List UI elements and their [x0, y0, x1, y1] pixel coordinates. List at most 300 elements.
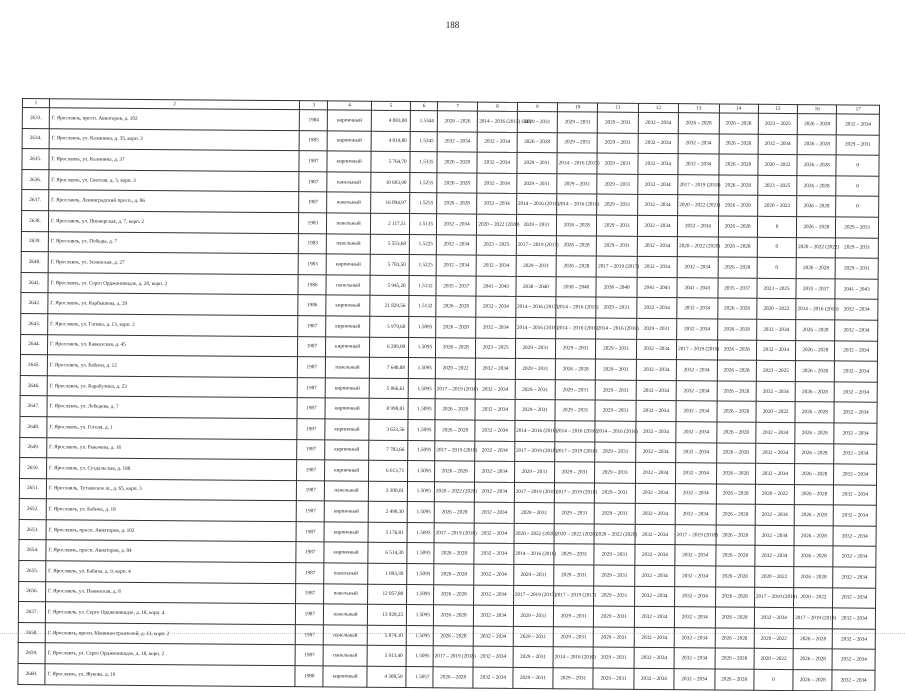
- table-cell: 2014 – 2016 (2016): [515, 317, 556, 338]
- table-cell: 2032 – 2034: [637, 256, 678, 277]
- table-cell: 2029 – 2031: [554, 565, 595, 586]
- table-cell: 2017 – 2019 (2017): [597, 256, 638, 277]
- table-cell: 2014 – 2016 (2015): [556, 297, 597, 318]
- table-cell: 2023 – 2025: [758, 175, 797, 196]
- table-cell: 5 874,10: [367, 625, 406, 646]
- table-cell: 2032 – 2034: [756, 422, 795, 443]
- table-cell: 2026 – 2028: [719, 113, 758, 134]
- table-cell: 1987: [297, 398, 325, 419]
- table-cell: 2032 – 2034: [636, 339, 677, 360]
- table-cell: 1.5095: [408, 440, 435, 461]
- scan-artifact-line: [0, 631, 905, 634]
- table-cell: 2026 – 2028: [718, 257, 757, 278]
- table-cell: 2032 – 2034: [638, 112, 679, 133]
- table-cell: 2026 – 2028: [556, 256, 597, 277]
- table-cell: 1.5132: [409, 275, 436, 296]
- table-cell: 2029 – 2031: [515, 338, 556, 359]
- table-cell: 1986: [298, 274, 326, 295]
- table-cell: 2026 – 2028: [718, 175, 757, 196]
- table-cell: 1987: [298, 377, 326, 398]
- table-cell: 8 998,81: [369, 399, 408, 420]
- table-cell: 2026 – 2028: [718, 195, 757, 216]
- address-cell: Г. Ярославль, ул. Жукова, д. 16: [45, 664, 296, 687]
- table-cell: 1.5095: [407, 564, 434, 585]
- table-cell: 2029 – 2031: [596, 359, 637, 380]
- column-number-header: 2: [49, 99, 300, 110]
- table-cell: 1.5095: [408, 399, 435, 420]
- address-cell: Г. Ярославль, ул. Кавказская, д. 45: [47, 334, 298, 357]
- table-cell: 1987: [296, 522, 324, 543]
- table-cell: 2020 – 2022 (2020): [554, 524, 595, 545]
- table-cell: 2032 – 2034: [835, 382, 878, 403]
- row-number-cell: 2635.: [22, 149, 49, 170]
- address-cell: Г. Ярославль, ул. Карабулина, д. 23: [47, 375, 298, 398]
- table-cell: панельный: [326, 275, 370, 296]
- table-cell: 2014 – 2016 (2015): [515, 297, 556, 318]
- table-cell: 2032 – 2034: [675, 586, 716, 607]
- table-cell: 2029 – 2031: [516, 214, 557, 235]
- table-cell: 2032 – 2034: [437, 131, 478, 152]
- table-cell: 2032 – 2034: [676, 422, 717, 443]
- table-cell: 1.5344: [410, 111, 437, 132]
- table-cell: 2026 – 2028: [715, 607, 754, 628]
- table-cell: 2026 – 2028: [797, 134, 836, 155]
- table-cell: 2029 – 2031: [515, 379, 556, 400]
- table-cell: 1.5095: [406, 625, 433, 646]
- table-cell: 2014 – 2016 (2016): [553, 647, 594, 668]
- address-cell: Г. Ярославль, ул. Пионерская, д. 7, корп. 2: [48, 211, 299, 234]
- table-cell: 2032 – 2034: [475, 441, 514, 462]
- table-cell: 2029 – 2031: [514, 503, 555, 524]
- table-cell: 2041 – 2043: [835, 279, 878, 300]
- table-cell: 2032 – 2034: [756, 381, 795, 402]
- table-cell: 1987: [296, 604, 324, 625]
- table-cell: 2020 – 2022: [794, 587, 833, 608]
- table-cell: 2041 – 2043: [677, 277, 718, 298]
- table-cell: 2026 – 2028: [795, 402, 834, 423]
- table-cell: 2035 – 2037: [436, 276, 477, 297]
- column-number-header: 1: [22, 99, 49, 108]
- table-cell: 2032 – 2034: [832, 670, 875, 691]
- table-cell: 2032 – 2034: [635, 524, 676, 545]
- table-cell: 2032 – 2034: [834, 464, 877, 485]
- table-cell: 2026 – 2028: [716, 401, 755, 422]
- table-cell: 2032 – 2034: [474, 523, 513, 544]
- table-cell: панельный: [326, 357, 370, 378]
- table-cell: 2026 – 2028: [796, 320, 835, 341]
- table-cell: 2026 – 2028: [717, 298, 756, 319]
- table-cell: 2026 – 2028: [433, 626, 474, 647]
- table-cell: кирпичный: [326, 254, 370, 275]
- table-cell: панельный: [327, 192, 371, 213]
- address-cell: Г. Ярославль, ул. Бабича, д. 18: [46, 499, 297, 522]
- table-cell: 0: [836, 155, 879, 176]
- table-cell: 2032 – 2034: [477, 152, 516, 173]
- table-cell: 2032 – 2034: [678, 154, 719, 175]
- table-cell: 2014 – 2016 (2016): [557, 194, 598, 215]
- table-cell: 2032 – 2034: [634, 607, 675, 628]
- table-cell: 2014 – 2016 (2016): [556, 318, 597, 339]
- table-cell: панельный: [324, 563, 368, 584]
- row-number-cell: 2633.: [22, 108, 49, 129]
- table-cell: 2035 – 2037: [717, 278, 756, 299]
- table-cell: 2032 – 2034: [436, 214, 477, 235]
- table-cell: 2026 – 2028: [715, 648, 754, 669]
- row-number-cell: 2642.: [21, 293, 48, 314]
- table-cell: 2029 – 2031: [513, 667, 554, 688]
- table-cell: 2032 – 2034: [833, 546, 876, 567]
- column-number-header: 15: [758, 104, 797, 113]
- table-cell: 12 057,80: [367, 584, 406, 605]
- table-cell: 2032 – 2034: [837, 114, 880, 135]
- row-number-cell: 2646.: [20, 375, 47, 396]
- table-cell: 2029 – 2031: [595, 483, 636, 504]
- address-cell: Г. Ярославль, ул. Бабича, д. 12: [47, 355, 298, 378]
- table-cell: 2032 – 2034: [676, 360, 717, 381]
- table-cell: 2029 – 2031: [598, 112, 639, 133]
- table-cell: 0: [754, 669, 793, 690]
- table-cell: 1987: [299, 192, 327, 213]
- address-cell: Г. Ярославль, ул. Лебедева, д. 7: [47, 396, 298, 419]
- table-cell: 2029 – 2031: [555, 379, 596, 400]
- table-cell: 2017 – 2019 (2019): [754, 587, 793, 608]
- table-cell: 2032 – 2034: [834, 485, 877, 506]
- table-cell: 2026 – 2028: [716, 525, 755, 546]
- table-cell: 1.5095: [408, 419, 435, 440]
- table-cell: 2032 – 2034: [475, 461, 514, 482]
- table-cell: 2029 – 2031: [517, 153, 558, 174]
- table-cell: 2032 – 2034: [833, 567, 876, 588]
- table-cell: 16 094,97: [370, 193, 409, 214]
- table-cell: 2026 – 2028: [715, 587, 754, 608]
- table-cell: 2017 – 2019 (2018): [554, 482, 595, 503]
- table-cell: 2032 – 2034: [834, 505, 877, 526]
- table-cell: 2029 – 2031: [515, 400, 556, 421]
- table-cell: 4 019,80: [371, 131, 410, 152]
- table-cell: 2038 – 2040: [596, 277, 637, 298]
- table-cell: 2020 – 2022 (2022): [796, 237, 835, 258]
- table-cell: 2020 – 2022: [756, 402, 795, 423]
- address-cell: Г. Ярославль, ул. Калинина, д. 35, корп. 3: [49, 128, 300, 151]
- table-cell: 1985: [299, 130, 327, 151]
- row-number-cell: 2657.: [18, 602, 45, 623]
- column-number-header: 16: [798, 105, 837, 114]
- table-cell: 2023 – 2025: [756, 360, 795, 381]
- table-cell: кирпичный: [326, 295, 370, 316]
- column-number-header: 11: [598, 103, 638, 112]
- table-cell: 2032 – 2034: [755, 546, 794, 567]
- table-cell: 2032 – 2034: [675, 483, 716, 504]
- table-cell: 1986: [298, 295, 326, 316]
- table-cell: 3 300,01: [368, 481, 407, 502]
- table-cell: 2032 – 2034: [636, 421, 677, 442]
- row-number-cell: 2637.: [22, 190, 49, 211]
- table-cell: 2026 – 2028: [795, 422, 834, 443]
- table-cell: 2029 – 2031: [555, 400, 596, 421]
- column-number-header: 8: [478, 102, 517, 111]
- table-cell: 4 083,00: [371, 110, 410, 131]
- table-cell: 2026 – 2028: [715, 628, 754, 649]
- table-cell: 2029 – 2031: [597, 153, 638, 174]
- table-cell: 2029 – 2031: [596, 380, 637, 401]
- table-cell: 2014 – 2016 (2016): [514, 544, 555, 565]
- table-cell: 2029 – 2031: [836, 217, 879, 238]
- table-cell: 2026 – 2028: [556, 235, 597, 256]
- row-number-cell: 2647.: [20, 396, 47, 417]
- table-cell: 2032 – 2034: [637, 195, 678, 216]
- row-number-cell: 2658.: [18, 622, 45, 643]
- table-cell: 2032 – 2034: [833, 526, 876, 547]
- address-cell: Г. Ярославль, Ленинградский просп., д. 86: [49, 190, 300, 213]
- table-cell: 0: [757, 257, 796, 278]
- table-cell: 2029 – 2031: [836, 237, 879, 258]
- table-cell: 1987: [298, 336, 326, 357]
- table-cell: 2032 – 2034: [635, 462, 676, 483]
- table-cell: 2029 – 2031: [557, 112, 598, 133]
- table-cell: 2 490,30: [368, 502, 407, 523]
- table-cell: 5 764,70: [371, 151, 410, 172]
- table-cell: 2032 – 2034: [634, 586, 675, 607]
- row-number-cell: 2641.: [21, 272, 48, 293]
- table-cell: 2032 – 2034: [474, 544, 513, 565]
- table-cell: 2023 – 2025: [477, 235, 516, 256]
- table-cell: 2014 – 2016 (2015) (ВР): [478, 111, 517, 132]
- row-number-cell: 2654.: [19, 540, 46, 561]
- table-cell: 2026 – 2028: [433, 667, 474, 688]
- table-cell: 2029 – 2031: [553, 668, 594, 689]
- table-cell: кирпичный: [325, 419, 369, 440]
- table-cell: 2026 – 2028: [718, 216, 757, 237]
- table-cell: 2020 – 2022 (2020): [677, 236, 718, 257]
- table-cell: 2032 – 2034: [476, 379, 515, 400]
- table-cell: 2029 – 2031: [598, 133, 639, 154]
- table-cell: 2029 – 2031: [837, 134, 880, 155]
- table-cell: 2014 – 2016 (2015): [557, 153, 598, 174]
- address-cell: Г. Ярославль, ул. Серго Орджоникидзе, д. 18, корп. 4: [45, 602, 296, 625]
- table-cell: 2023 – 2025: [476, 338, 515, 359]
- table-cell: панельный: [324, 584, 368, 605]
- table-cell: 2032 – 2034: [756, 340, 795, 361]
- table-cell: 2032 – 2034: [476, 255, 515, 276]
- table-cell: 2026 – 2028: [517, 132, 558, 153]
- table-cell: 2017 – 2019 (2018): [555, 441, 596, 462]
- table-cell: кирпичный: [325, 439, 369, 460]
- table-cell: 3 653,56: [369, 419, 408, 440]
- row-number-cell: 2644.: [20, 334, 47, 355]
- table-cell: 2017 – 2019 (2018): [514, 441, 555, 462]
- row-number-cell: 2648.: [20, 416, 47, 437]
- table-cell: 2032 – 2034: [477, 173, 516, 194]
- table-cell: 2029 – 2031: [555, 462, 596, 483]
- table-cell: панельный: [327, 233, 371, 254]
- table-cell: 5 066,61: [369, 378, 408, 399]
- table-cell: кирпичный: [324, 522, 368, 543]
- table-cell: 2032 – 2034: [474, 585, 513, 606]
- table-cell: 2029 – 2031: [594, 606, 635, 627]
- table-cell: 6 514,30: [368, 543, 407, 564]
- table-cell: 2026 – 2028: [435, 337, 476, 358]
- table-cell: 2026 – 2028: [795, 464, 834, 485]
- column-number-header: 5: [371, 101, 410, 110]
- table-cell: 2017 – 2019 (2019): [677, 339, 718, 360]
- table-cell: 2029 – 2031: [556, 338, 597, 359]
- table-cell: 2020 – 2022: [754, 649, 793, 670]
- table-cell: 2017 – 2019 (2018): [434, 523, 475, 544]
- row-number-cell: 2643.: [21, 313, 48, 334]
- table-cell: кирпичный: [326, 336, 370, 357]
- column-number-header: 14: [719, 104, 758, 113]
- table-cell: 2038 – 2040: [556, 276, 597, 297]
- table-cell: 1.5095: [407, 543, 434, 564]
- column-number-header: 6: [411, 102, 438, 111]
- table-cell: кирпичный: [323, 666, 367, 687]
- table-cell: 2032 – 2034: [638, 154, 679, 175]
- row-number-cell: 2656.: [19, 581, 46, 602]
- table-cell: 2032 – 2034: [833, 629, 876, 650]
- table-cell: 2032 – 2034: [474, 564, 513, 585]
- row-number-cell: 2655.: [19, 561, 46, 582]
- row-number-cell: 2639.: [21, 231, 48, 252]
- table-cell: 2032 – 2034: [676, 463, 717, 484]
- table-cell: 2026 – 2028: [794, 505, 833, 526]
- table-cell: 1987: [299, 151, 327, 172]
- table-cell: 5 553,68: [370, 234, 409, 255]
- table-cell: 2014 – 2016 (2016): [595, 421, 636, 442]
- table-cell: 1987: [296, 563, 324, 584]
- table-cell: 2014 – 2016 (2016): [515, 420, 556, 441]
- table-cell: 2020 – 2022: [755, 484, 794, 505]
- table-cell: 2032 – 2034: [677, 298, 718, 319]
- table-cell: 1.5225: [409, 234, 436, 255]
- table-cell: 5 913,40: [367, 646, 406, 667]
- table-cell: 1.5095: [408, 358, 435, 379]
- table-cell: 2014 – 2016 (2016): [516, 194, 557, 215]
- table-cell: 2032 – 2034: [475, 502, 514, 523]
- table-cell: 2 117,51: [370, 213, 409, 234]
- address-cell: Г. Ярославль, ул. Серго Орджоникидзе, д. 18, корп. 2: [45, 643, 296, 666]
- table-cell: 2032 – 2034: [634, 565, 675, 586]
- table-cell: 0: [757, 237, 796, 258]
- table-cell: 2026 – 2028: [797, 217, 836, 238]
- row-number-cell: 2636.: [22, 169, 49, 190]
- table-cell: 2032 – 2034: [436, 234, 477, 255]
- table-cell: 1987: [297, 501, 325, 522]
- table-cell: 2029 – 2031: [513, 647, 554, 668]
- table-cell: 7 648,88: [369, 357, 408, 378]
- table-cell: 2032 – 2034: [676, 380, 717, 401]
- address-cell: Г. Ярославль, просп. Авиаторов, д. 102: [46, 520, 297, 543]
- table-cell: 2026 – 2028: [437, 173, 478, 194]
- table-cell: 2026 – 2028: [557, 215, 598, 236]
- table-cell: 2032 – 2034: [474, 626, 513, 647]
- address-cell: Г. Ярославль, ул. Калинина, д. 37: [49, 149, 300, 172]
- table-cell: 1.5255: [410, 172, 437, 193]
- table-cell: 2032 – 2034: [835, 320, 878, 341]
- address-cell: Г. Ярославль, ул. Рыкачева, д. 16: [47, 437, 298, 460]
- table-cell: 1984: [300, 110, 328, 131]
- table-cell: 2029 – 2031: [595, 503, 636, 524]
- table-cell: кирпичный: [327, 130, 371, 151]
- table-cell: 2029 – 2031: [557, 132, 598, 153]
- table-cell: 2032 – 2034: [473, 667, 512, 688]
- table-cell: 2032 – 2034: [635, 483, 676, 504]
- table-cell: 6 613,71: [368, 460, 407, 481]
- table-cell: 2032 – 2034: [476, 358, 515, 379]
- table-cell: 2032 – 2034: [676, 442, 717, 463]
- table-cell: 2029 – 2031: [595, 462, 636, 483]
- table-cell: 1987: [296, 583, 324, 604]
- table-cell: кирпичный: [326, 316, 370, 337]
- table-cell: 2029 – 2031: [597, 215, 638, 236]
- table-cell: 2032 – 2034: [474, 605, 513, 626]
- table-cell: 2029 – 2031: [596, 339, 637, 360]
- table-cell: 2032 – 2034: [755, 443, 794, 464]
- table-cell: кирпичный: [324, 501, 368, 522]
- table-cell: 7 783,66: [368, 440, 407, 461]
- table-cell: 2026 – 2028: [795, 381, 834, 402]
- table-cell: 2029 – 2031: [516, 256, 557, 277]
- table-cell: 2017 – 2019 (2017): [516, 235, 557, 256]
- address-cell: Г. Ярославль, ул. Бабича, д. 9, корп. 4: [46, 561, 297, 584]
- table-cell: 2032 – 2034: [678, 133, 719, 154]
- table-cell: 2020 – 2022: [435, 358, 476, 379]
- table-cell: 2029 – 2031: [513, 626, 554, 647]
- row-number-cell: 2660.: [18, 664, 45, 685]
- table-cell: 2026 – 2028: [795, 443, 834, 464]
- table-cell: 1.5095: [407, 522, 434, 543]
- page-number: 188: [445, 20, 460, 30]
- table-cell: 2020 – 2022 (2021): [678, 195, 719, 216]
- table-cell: 2026 – 2028: [715, 545, 754, 566]
- address-cell: Г. Ярославль, ул. Гагина, д. 13, корп. 2: [48, 314, 299, 337]
- table-cell: 2026 – 2028: [716, 484, 755, 505]
- table-cell: 1.5345: [410, 131, 437, 152]
- table-cell: 2026 – 2028: [797, 155, 836, 176]
- table-cell: 2032 – 2034: [675, 607, 716, 628]
- table-cell: 21 829,56: [370, 296, 409, 317]
- table-cell: 13 928,25: [367, 604, 406, 625]
- table-cell: 2017 – 2019 (2018): [433, 646, 474, 667]
- row-number-cell: 2651.: [19, 478, 46, 499]
- table-cell: 2017 – 2019 (2018): [435, 378, 476, 399]
- table-cell: 2029 – 2031: [593, 647, 634, 668]
- table-cell: 2026 – 2028: [793, 628, 832, 649]
- table-cell: 2020 – 2022: [757, 196, 796, 217]
- address-cell: Г. Ярославль, просп. Машиностроителей, д. 13, корп. 2: [45, 623, 296, 646]
- table-cell: 2032 – 2034: [754, 608, 793, 629]
- table-cell: 2029 – 2031: [594, 565, 635, 586]
- table-cell: 2026 – 2026: [437, 111, 478, 132]
- table-cell: 2026 – 2028: [719, 134, 758, 155]
- row-number-cell: 2652.: [19, 499, 46, 520]
- table-cell: 2029 – 2031: [597, 236, 638, 257]
- table-cell: 1983: [299, 233, 327, 254]
- table-cell: 2029 – 2031: [594, 627, 635, 648]
- table-cell: 2032 – 2034: [636, 401, 677, 422]
- table-cell: 2026 – 2028: [678, 113, 719, 134]
- table-cell: 2026 – 2028: [435, 399, 476, 420]
- table-cell: 2032 – 2034: [835, 361, 878, 382]
- table-cell: панельный: [327, 213, 371, 234]
- row-number-cell: 2640.: [21, 252, 48, 273]
- column-number-header: 4: [328, 101, 372, 110]
- table-cell: 2032 – 2034: [637, 298, 678, 319]
- table-cell: 2020 – 2022 (2020): [434, 481, 475, 502]
- table-cell: 2029 – 2031: [594, 544, 635, 565]
- table-cell: 2032 – 2034: [436, 255, 477, 276]
- table-cell: 1 893,30: [367, 563, 406, 584]
- table-cell: 2032 – 2034: [634, 627, 675, 648]
